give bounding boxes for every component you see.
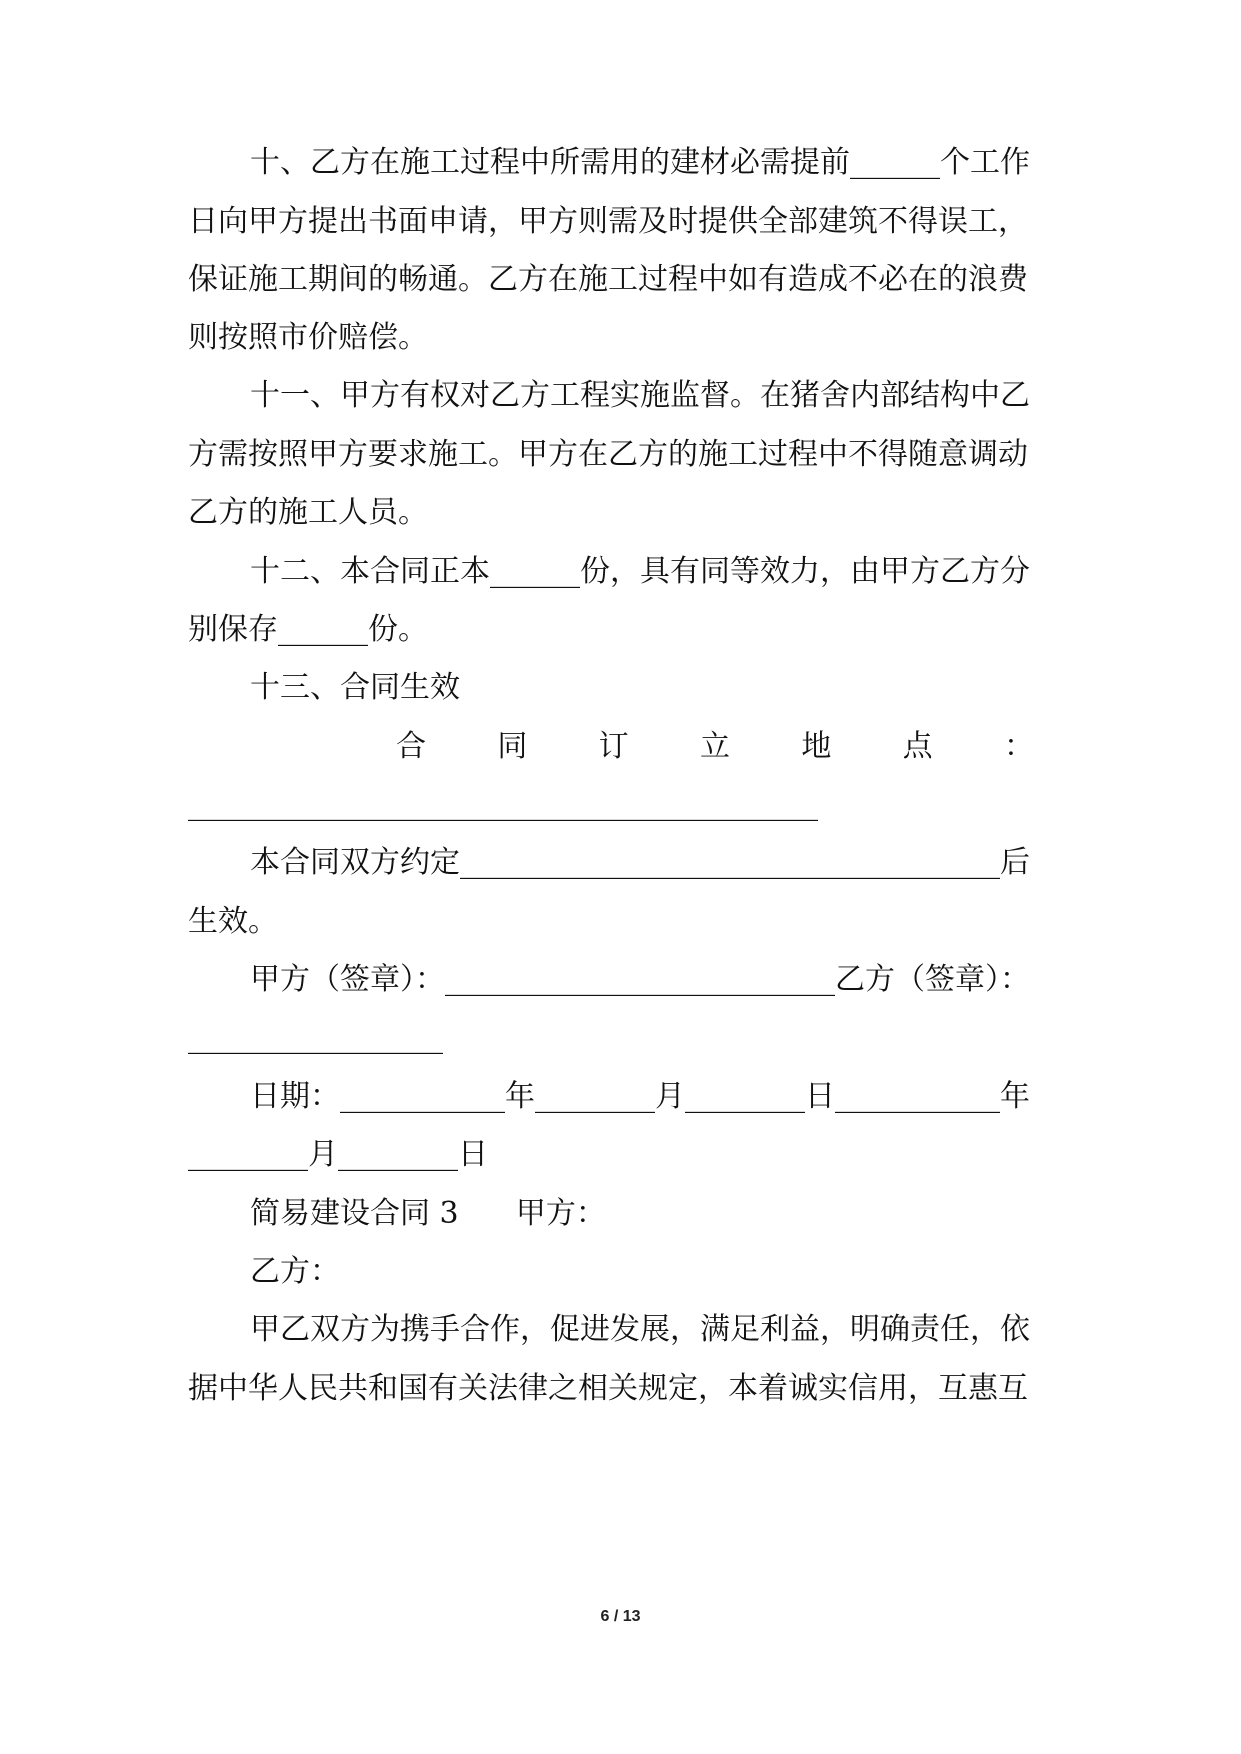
clause-11-line-2: 方需按照甲方要求施工。甲方在乙方的施工过程中不得随意调动 xyxy=(188,437,1028,472)
place-char: 合 xyxy=(396,729,426,764)
agreement-line-1: 本合同双方约定____________________________________后 xyxy=(250,845,1030,880)
agreement-line-2: 生效。 xyxy=(188,904,278,939)
intro-line-1: 甲乙双方为携手合作，促进发展，满足利益，明确责任，依 xyxy=(250,1312,1030,1347)
contract-place-label xyxy=(396,727,1034,767)
clause-11-line-3: 乙方的施工人员。 xyxy=(188,495,428,530)
place-char: 地 xyxy=(801,729,832,764)
clause-10-line-2: 日向甲方提出书面申请，甲方则需及时提供全部建筑不得误工， xyxy=(188,204,1028,239)
place-char: 点 xyxy=(902,729,933,764)
page-number: 6 / 13 xyxy=(600,1608,641,1625)
date-line-1: 日期：___________年________月________日___________年 xyxy=(250,1079,1030,1114)
clause-11-line-1: 十一、甲方有权对乙方工程实施监督。在猪舍内部结构中乙 xyxy=(250,378,1030,413)
intro-line-2: 据中华人民共和国有关法律之相关规定，本着诚实信用，互惠互 xyxy=(188,1371,1028,1406)
clause-10-line-3: 保证施工期间的畅通。乙方在施工过程中如有造成不必在的浪费 xyxy=(188,262,1028,297)
place-char: 同 xyxy=(497,729,528,764)
clause-10-line-1: 十、乙方在施工过程中所需用的建材必需提前______个工作 xyxy=(250,145,1030,180)
place-char: ： xyxy=(1003,729,1034,764)
place-char: 立 xyxy=(699,729,730,764)
signature-line-2: _________________ xyxy=(188,1020,443,1055)
place-char: 订 xyxy=(598,729,629,764)
clause-10-line-4: 则按照市价赔偿。 xyxy=(188,320,428,355)
date-line-2: ________月________日 xyxy=(188,1137,488,1172)
contract-3-heading: 简易建设合同 3 甲方： xyxy=(250,1196,606,1231)
signature-line-1: 甲方（签章）：__________________________乙方（签章）： xyxy=(250,962,1030,997)
clause-12-line-1: 十二、本合同正本______份，具有同等效力，由甲方乙方分 xyxy=(250,554,1030,589)
clause-12-line-2: 别保存______份。 xyxy=(188,612,428,647)
party-b-label: 乙方： xyxy=(250,1254,340,1289)
clause-13-heading: 十三、合同生效 xyxy=(250,670,460,705)
contract-place-blank: __________________________________________ xyxy=(188,787,818,822)
